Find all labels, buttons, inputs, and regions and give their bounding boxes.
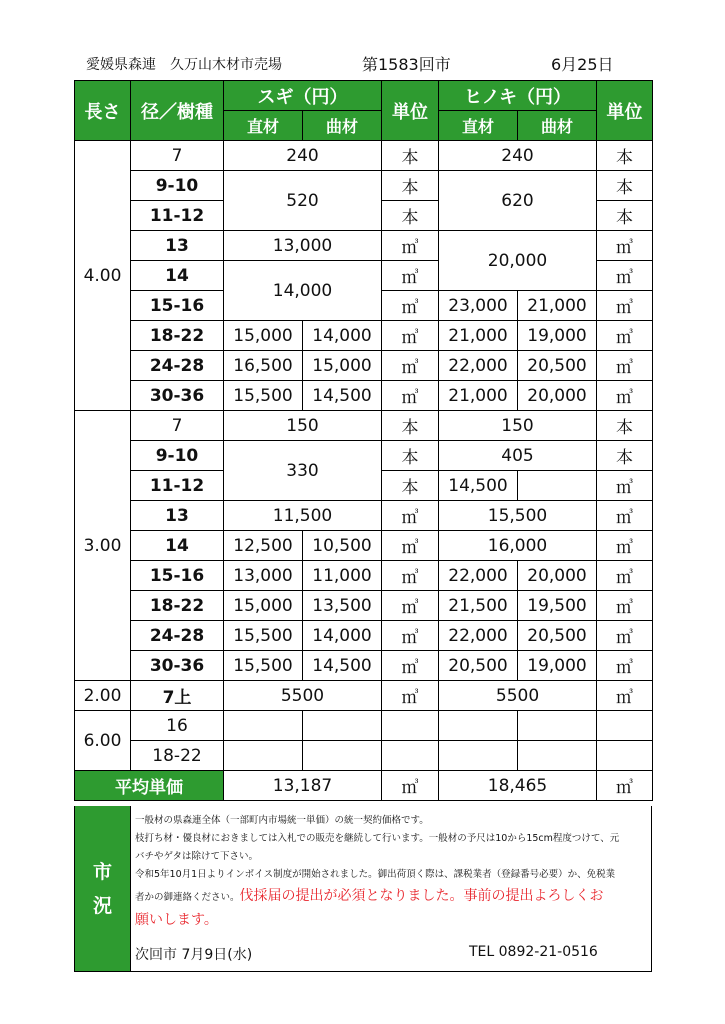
diameter-cell: 18-22 <box>131 741 224 771</box>
sugi-curved-price: 15,000 <box>303 351 382 381</box>
empty-cell <box>518 741 597 771</box>
sugi-price: 11,500 <box>224 501 382 531</box>
hinoki-header: ヒノキ（円） <box>439 81 597 111</box>
sugi-price: 5500 <box>224 681 382 711</box>
diameter-cell: 11-12 <box>131 471 224 501</box>
sugi-unit: ㎥ <box>382 681 439 711</box>
empty-cell <box>518 711 597 741</box>
hinoki-curved-header: 曲材 <box>518 111 597 141</box>
sugi-unit: ㎥ <box>382 771 439 801</box>
notes-label <box>75 806 131 971</box>
notes-text <box>135 812 645 932</box>
sugi-unit: 本 <box>382 411 439 441</box>
sugi-unit: 本 <box>382 201 439 231</box>
price-table <box>74 80 653 801</box>
diameter-cell: 14 <box>131 261 224 291</box>
hinoki-curved-price: 21,000 <box>518 291 597 321</box>
sugi-straight-price: 13,000 <box>224 561 303 591</box>
empty-cell <box>303 711 382 741</box>
table-row <box>75 171 653 201</box>
sugi-price: 520 <box>224 171 382 231</box>
hinoki-unit: 本 <box>597 141 653 171</box>
diameter-cell: 30-36 <box>131 651 224 681</box>
diameter-cell: 15-16 <box>131 291 224 321</box>
note-line: バチやゲタは除けて下さい。 <box>135 851 259 862</box>
hinoki-unit: ㎥ <box>597 351 653 381</box>
sugi-straight-price: 12,500 <box>224 531 303 561</box>
empty-cell <box>597 741 653 771</box>
hinoki-unit: ㎥ <box>597 651 653 681</box>
hinoki-unit: ㎥ <box>597 231 653 261</box>
hinoki-unit: ㎥ <box>597 321 653 351</box>
average-label: 平均単価 <box>75 771 224 801</box>
empty-cell <box>224 711 303 741</box>
sugi-curved-price: 14,500 <box>303 381 382 411</box>
hinoki-straight-price: 21,500 <box>439 591 518 621</box>
table-row <box>75 231 653 261</box>
sugi-curved-price: 14,500 <box>303 651 382 681</box>
sugi-straight-price: 15,000 <box>224 321 303 351</box>
sugi-unit: ㎥ <box>382 651 439 681</box>
table-row <box>75 351 653 381</box>
market-number: 第1583回市 <box>362 55 451 74</box>
hinoki-unit: ㎥ <box>597 621 653 651</box>
empty-cell <box>382 741 439 771</box>
table-row <box>75 741 653 771</box>
table-row <box>75 681 653 711</box>
hinoki-unit: ㎥ <box>597 561 653 591</box>
diameter-cell: 11-12 <box>131 201 224 231</box>
hinoki-unit: ㎥ <box>597 771 653 801</box>
note-line: 一般材の県森連全体（一部町内市場統一単価）の統一契約価格です。 <box>135 815 429 826</box>
diameter-cell: 24-28 <box>131 351 224 381</box>
hinoki-price: 5500 <box>439 681 597 711</box>
sugi-unit-header: 単位 <box>382 81 439 141</box>
hinoki-curved-price: 20,000 <box>518 561 597 591</box>
sugi-unit: 本 <box>382 441 439 471</box>
note-line: 令和5年10月1日よりインボイス制度が開始されました。御出荷頂く際は、課税業者（登録番号必要）か、免税業 <box>135 869 616 880</box>
warning-text: 伐採届の提出が必須となりました。事前の提出よろしくお <box>239 888 604 904</box>
empty-cell <box>439 711 518 741</box>
empty-cell <box>382 711 439 741</box>
hinoki-straight-price: 23,000 <box>439 291 518 321</box>
hinoki-average: 18,465 <box>439 771 597 801</box>
hinoki-price: 150 <box>439 411 597 441</box>
hinoki-straight-price: 22,000 <box>439 561 518 591</box>
note-line-part: 者かの御連絡ください。 <box>135 892 240 903</box>
sugi-unit: ㎥ <box>382 381 439 411</box>
hinoki-price: 240 <box>439 141 597 171</box>
table-row <box>75 711 653 741</box>
sugi-average: 13,187 <box>224 771 382 801</box>
diameter-cell: 9-10 <box>131 441 224 471</box>
hinoki-unit: 本 <box>597 171 653 201</box>
length-header: 長さ <box>75 81 131 141</box>
header-row <box>75 81 653 111</box>
hinoki-curved-price: 20,000 <box>518 381 597 411</box>
table-row <box>75 141 653 171</box>
sugi-straight-price: 15,000 <box>224 591 303 621</box>
notes-label-char: 市 <box>92 860 112 883</box>
table-row <box>75 321 653 351</box>
diameter-cell: 16 <box>131 711 224 741</box>
sugi-unit: 本 <box>382 171 439 201</box>
sugi-straight-header: 直材 <box>224 111 303 141</box>
org-name: 愛媛県森連 久万山木材市売場 <box>86 57 282 73</box>
diameter-cell: 9-10 <box>131 171 224 201</box>
sugi-curved-price: 14,000 <box>303 321 382 351</box>
hinoki-curved-price: 20,500 <box>518 621 597 651</box>
hinoki-unit: 本 <box>597 201 653 231</box>
sugi-unit: ㎥ <box>382 351 439 381</box>
length-cell: 2.00 <box>75 681 131 711</box>
sugi-price: 13,000 <box>224 231 382 261</box>
diameter-cell: 18-22 <box>131 321 224 351</box>
hinoki-price: 15,500 <box>439 501 597 531</box>
table-row <box>75 621 653 651</box>
sugi-curved-price: 14,000 <box>303 621 382 651</box>
diameter-cell: 14 <box>131 531 224 561</box>
hinoki-price: 405 <box>439 441 597 471</box>
hinoki-price: 16,000 <box>439 531 597 561</box>
sugi-straight-price: 15,500 <box>224 381 303 411</box>
market-date: 6月25日 <box>551 55 614 74</box>
diameter-cell: 7 <box>131 411 224 441</box>
sugi-curved-price: 11,000 <box>303 561 382 591</box>
sugi-price: 330 <box>224 441 382 501</box>
diameter-cell: 7 <box>131 141 224 171</box>
sugi-unit: ㎥ <box>382 591 439 621</box>
hinoki-straight-price: 22,000 <box>439 351 518 381</box>
hinoki-unit: 本 <box>597 441 653 471</box>
sugi-price: 150 <box>224 411 382 441</box>
length-cell: 6.00 <box>75 711 131 771</box>
table-row <box>75 561 653 591</box>
empty-cell <box>439 741 518 771</box>
sugi-straight-price: 15,500 <box>224 651 303 681</box>
hinoki-unit: 本 <box>597 411 653 441</box>
sugi-header: スギ（円） <box>224 81 382 111</box>
hinoki-curved-price: 19,500 <box>518 591 597 621</box>
average-row <box>75 771 653 801</box>
hinoki-straight-price: 14,500 <box>439 471 518 501</box>
empty-cell <box>224 741 303 771</box>
sugi-price: 14,000 <box>224 261 382 321</box>
empty-cell <box>597 711 653 741</box>
hinoki-straight-price: 21,000 <box>439 381 518 411</box>
diameter-cell: 13 <box>131 231 224 261</box>
hinoki-unit: ㎥ <box>597 471 653 501</box>
sugi-curved-price: 13,500 <box>303 591 382 621</box>
hinoki-unit: ㎥ <box>597 501 653 531</box>
length-cell: 3.00 <box>75 411 131 681</box>
table-row <box>75 501 653 531</box>
diameter-cell: 7上 <box>131 681 224 711</box>
empty-cell <box>303 741 382 771</box>
hinoki-unit: ㎥ <box>597 291 653 321</box>
hinoki-straight-price: 20,500 <box>439 651 518 681</box>
diameter-cell: 30-36 <box>131 381 224 411</box>
hinoki-price: 20,000 <box>439 231 597 291</box>
sugi-unit: ㎥ <box>382 531 439 561</box>
diameter-cell: 15-16 <box>131 561 224 591</box>
diameter-cell: 18-22 <box>131 591 224 621</box>
sugi-unit: ㎥ <box>382 291 439 321</box>
hinoki-straight-price: 21,000 <box>439 321 518 351</box>
length-cell: 4.00 <box>75 141 131 411</box>
next-market: 次回市 7月9日(水) <box>135 947 253 963</box>
phone-number: TEL 0892-21-0516 <box>469 944 598 960</box>
table-row <box>75 411 653 441</box>
hinoki-curved-price: 19,000 <box>518 321 597 351</box>
sugi-unit: ㎥ <box>382 231 439 261</box>
sugi-straight-price: 15,500 <box>224 621 303 651</box>
sugi-price: 240 <box>224 141 382 171</box>
hinoki-unit-header: 単位 <box>597 81 653 141</box>
sugi-unit: ㎥ <box>382 621 439 651</box>
hinoki-curved-price <box>518 471 597 501</box>
hinoki-curved-price: 20,500 <box>518 351 597 381</box>
hinoki-unit: ㎥ <box>597 261 653 291</box>
table-row <box>75 531 653 561</box>
diameter-header: 径／樹種 <box>131 81 224 141</box>
sugi-straight-price: 16,500 <box>224 351 303 381</box>
table-row <box>75 441 653 471</box>
hinoki-straight-header: 直材 <box>439 111 518 141</box>
hinoki-straight-price: 22,000 <box>439 621 518 651</box>
note-line: 枝打ち材・優良材におきましては入札での販売を継続して行います。一般材の予尺は10から15cm程度つけて、元 <box>135 833 620 844</box>
sugi-curved-header: 曲材 <box>303 111 382 141</box>
hinoki-unit: ㎥ <box>597 681 653 711</box>
sugi-unit: 本 <box>382 141 439 171</box>
notes-label-char: 況 <box>92 894 112 917</box>
sugi-curved-price: 10,500 <box>303 531 382 561</box>
warning-text: 願いします。 <box>135 912 218 928</box>
sugi-unit: 本 <box>382 471 439 501</box>
sugi-unit: ㎥ <box>382 321 439 351</box>
table-row <box>75 591 653 621</box>
hinoki-unit: ㎥ <box>597 381 653 411</box>
note-line <box>135 884 645 908</box>
hinoki-curved-price: 19,000 <box>518 651 597 681</box>
hinoki-price: 620 <box>439 171 597 231</box>
hinoki-unit: ㎥ <box>597 531 653 561</box>
market-notes <box>74 806 652 972</box>
table-row <box>75 651 653 681</box>
diameter-cell: 24-28 <box>131 621 224 651</box>
diameter-cell: 13 <box>131 501 224 531</box>
table-row <box>75 381 653 411</box>
sugi-unit: ㎥ <box>382 261 439 291</box>
sugi-unit: ㎥ <box>382 501 439 531</box>
hinoki-unit: ㎥ <box>597 591 653 621</box>
sugi-unit: ㎥ <box>382 561 439 591</box>
